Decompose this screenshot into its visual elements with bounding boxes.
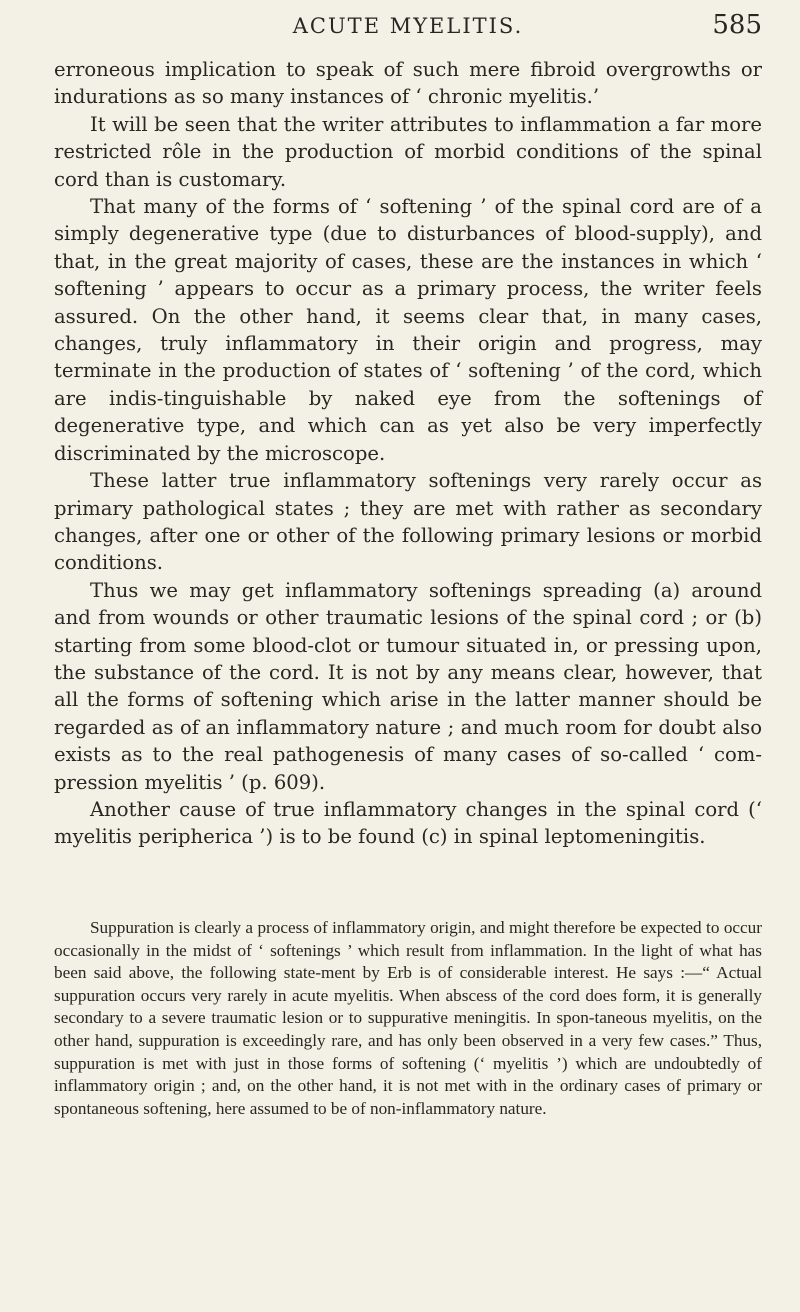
main-text	[54, 56, 762, 851]
paragraph: erroneous implication to speak of such mere fibroid overgrowths or indurations as so many instances of ‘ chronic myelitis.’	[54, 58, 762, 109]
small-paragraph: Suppuration is clearly a process of inflammatory origin, and might therefore be expected to occur occasionally in the midst of ‘ softenings ’ which result from inflammation. In the light of what has been said above, the following state-ment by Erb is of considerable interest. He says :—“ Actual suppuration occurs very rarely in acute myelitis. When abscess of the cord does form, it is generally secondary to a severe traumatic lesion or to suppurative meningitis. In spon-taneous myelitis, on the other hand, suppuration is exceedingly rare, and has only been observed in a very few cases.” Thus, suppuration is met with just in those forms of softening (‘ myelitis ’) which are undoubtedly of inflammatory origin ; and, on the other hand, it is not met with in the ordinary cases of primary or spontaneous softening, here assumed to be of non-inflammatory nature.	[54, 918, 762, 1118]
running-title: ACUTE MYELITIS.	[292, 14, 524, 38]
paragraph: Another cause of true inflammatory changes in the spinal cord (‘ myelitis peripherica ’) is to be found (c) in spinal leptomeningitis.	[54, 797, 762, 849]
paragraph: It will be seen that the writer attributes to inflammation a far more restricted rôle in the production of morbid conditions of the spinal cord than is customary.	[54, 112, 762, 191]
paragraph: Thus we may get inflammatory softenings spreading (a) around and from wounds or other traumatic lesions of the spinal cord ; or (b) starting from some blood-clot or tumour situated in, or pressing upon, the substance of the cord. It is not by any means clear, however, that all the forms of softening which arise in the latter manner should be regarded as of an inflammatory nature ; and much room for doubt also exists as to the real pathogenesis of many cases of so-called ‘ com-pression myelitis ’ (p. 609).	[54, 578, 762, 794]
paragraph: These latter true inflammatory softenings very rarely occur as primary pathological states ; they are met with rather as secondary changes, after one or other of the following primary lesions or morbid conditions.	[54, 469, 762, 575]
small-print-note	[54, 917, 762, 1120]
paragraph: That many of the forms of ‘ softening ’ of the spinal cord are of a simply degenerative type (due to disturbances of blood-supply), and that, in the great majority of cases, these are the instances in which ‘ softening ’ appears to occur as a primary process, the writer feels assured. On the other hand, it seems clear that, in many cases, changes, truly inflammatory in their origin and progress, may terminate in the production of states of ‘ softening ’ of the cord, which are indis-tinguishable by naked eye from the softenings of degenerative type, and which can as yet also be very imperfectly discriminated by the microscope.	[54, 195, 762, 465]
page-header	[54, 10, 762, 46]
page-number: 585	[712, 10, 762, 40]
